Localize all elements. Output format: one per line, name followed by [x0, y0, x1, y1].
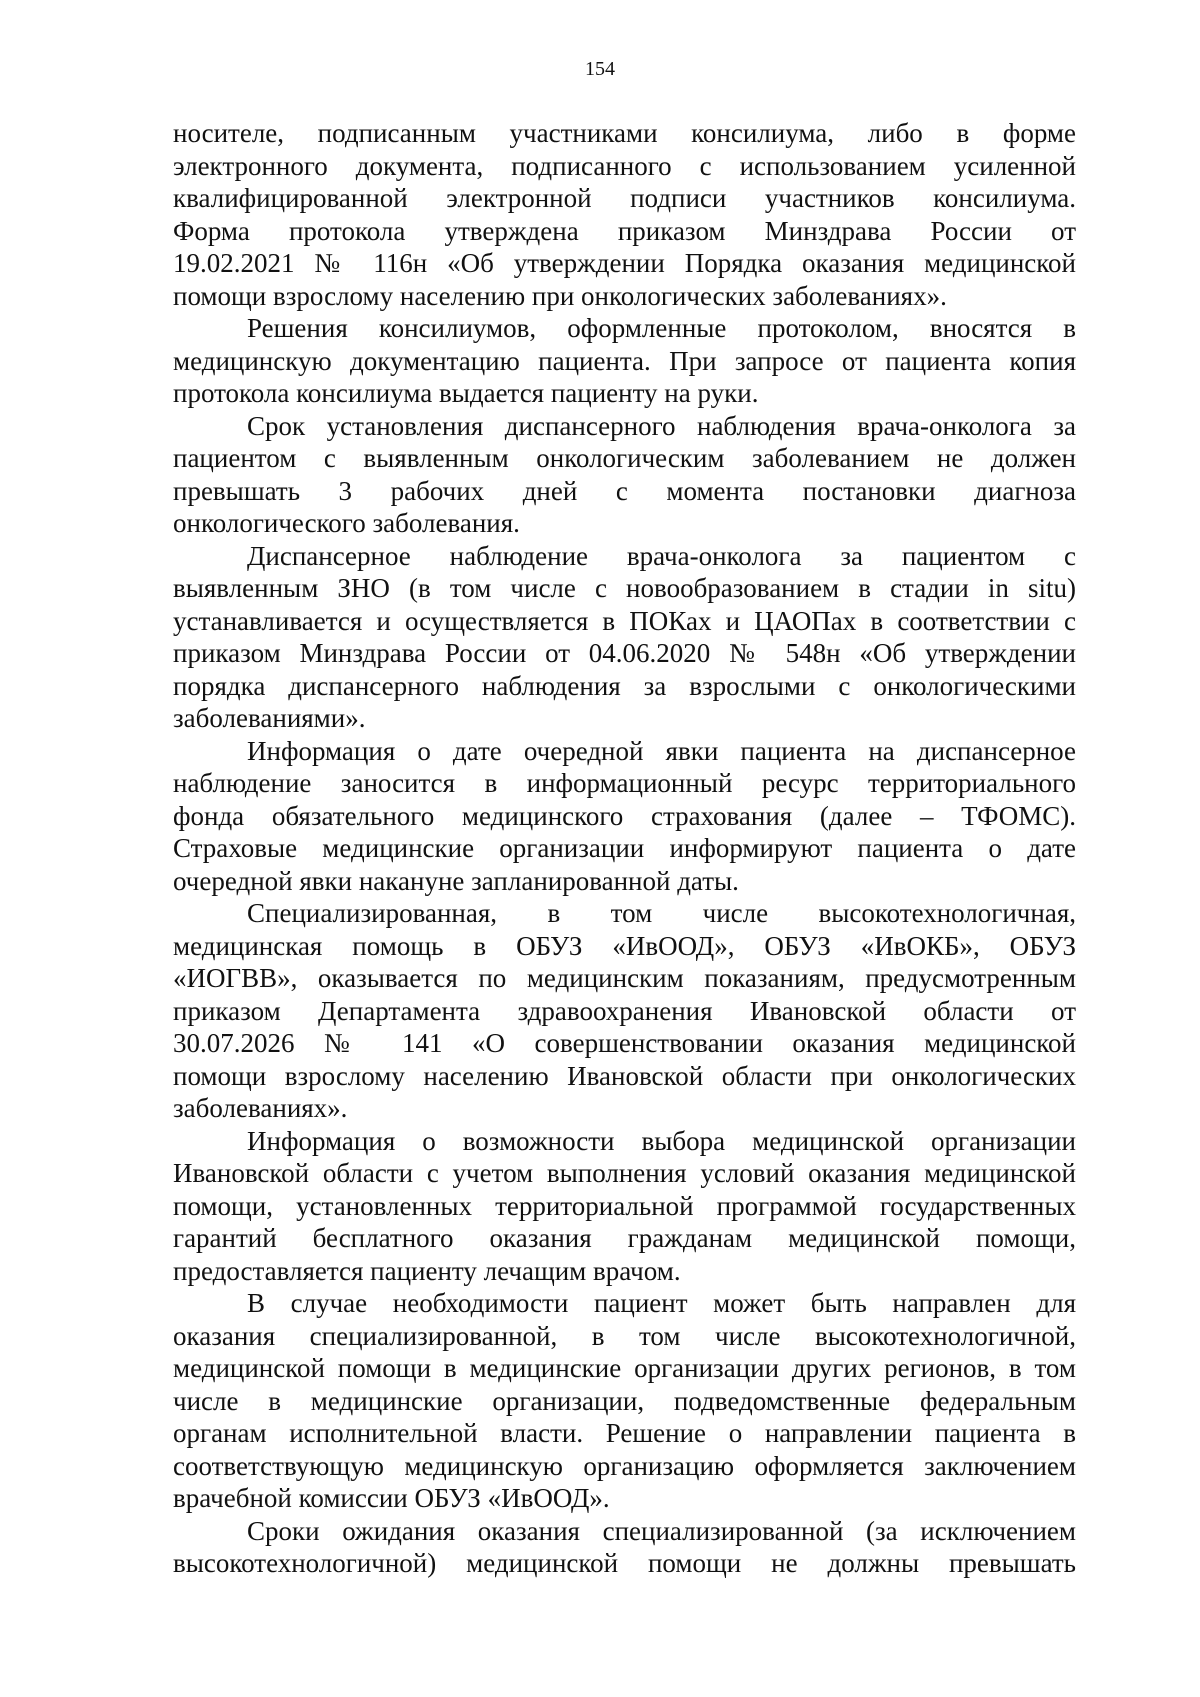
text-line: соответствующую медицинскую организацию оформляется заключением	[173, 1450, 1076, 1481]
text-line: предоставляется пациенту лечащим врачом.	[173, 1255, 681, 1286]
paragraph	[173, 117, 1076, 312]
text-line: В случае необходимости пациент может быть направлен для	[247, 1288, 1076, 1318]
text-line: электронного документа, подписанного с использованием усиленной	[173, 150, 1076, 181]
text-line: оказания специализированной, в том числе высокотехнологичной,	[173, 1320, 1076, 1351]
text-line: фонда обязательного медицинского страхования (далее – ТФОМС).	[173, 800, 1076, 831]
text-line: Информация о возможности выбора медицинской организации	[247, 1125, 1076, 1156]
text-line: наблюдение заносится в информационный ресурс территориального	[173, 768, 1076, 798]
text-line: выявленным ЗНО (в том числе с новообразованием в стадии in situ)	[173, 573, 1076, 603]
text-line: органам исполнительной власти. Решение о направлении пациента в	[173, 1418, 1076, 1448]
text-line: помощи, установленных территориальной программой государственных	[173, 1190, 1076, 1221]
text-line: Специализированная, в том числе высокотехнологичная,	[247, 898, 1076, 928]
text-line: помощи взрослому населению при онкологических заболеваниях».	[173, 280, 947, 311]
text-line: «ИОГВВ», оказывается по медицинским показаниям, предусмотренным	[173, 963, 1076, 993]
text-line: Страховые медицинские организации информируют пациента о дате	[173, 833, 1076, 863]
text-line: 30.07.2026 № 141 «О совершенствовании оказания медицинской	[173, 1028, 1076, 1058]
text-line: приказом Минздрава России от 04.06.2020 № 548н «Об утверждении	[173, 638, 1076, 668]
text-line: носителе, подписанным участниками консилиума, либо в форме	[173, 118, 1076, 148]
text-line: Информация о дате очередной явки пациента на диспансерное	[247, 735, 1076, 766]
text-line: Форма протокола утверждена приказом Минздрава России от	[173, 215, 1076, 246]
text-line: приказом Департамента здравоохранения Ивановской области от	[173, 995, 1076, 1026]
text-line: медицинская помощь в ОБУЗ «ИвООД», ОБУЗ «ИвОКБ», ОБУЗ	[173, 930, 1076, 961]
text-line: квалифицированной электронной подписи участников консилиума.	[173, 183, 1076, 213]
text-line: Диспансерное наблюдение врача-онколога за пациентом с	[247, 540, 1076, 571]
text-line: протокола консилиума выдается пациенту на руки.	[173, 378, 759, 408]
text-line: очередной явки накануне запланированной даты.	[173, 865, 739, 896]
paragraph	[173, 1515, 1076, 1580]
text-line: онкологического заболевания.	[173, 508, 520, 538]
text-line: порядка диспансерного наблюдения за взрослыми с онкологическими	[173, 670, 1076, 701]
text-line: Срок установления диспансерного наблюдения врача-онколога за	[247, 410, 1076, 441]
paragraph	[173, 1125, 1076, 1288]
text-line: гарантий бесплатного оказания гражданам медицинской помощи,	[173, 1223, 1076, 1253]
text-line: числе в медицинские организации, подведомственные федеральным	[173, 1385, 1076, 1416]
text-line: врачебной комиссии ОБУЗ «ИвООД».	[173, 1483, 610, 1513]
document-body	[173, 117, 1076, 1580]
text-line: устанавливается и осуществляется в ПОКах и ЦАОПах в соответствии с	[173, 605, 1076, 636]
text-line: превышать 3 рабочих дней с момента постановки диагноза	[173, 475, 1076, 506]
text-line: Решения консилиумов, оформленные протоколом, вносятся в	[247, 313, 1076, 343]
text-line: пациентом с выявленным онкологическим заболеванием не должен	[173, 443, 1076, 473]
text-line: Ивановской области с учетом выполнения условий оказания медицинской	[173, 1158, 1076, 1188]
text-line: Сроки ожидания оказания специализированной (за исключением	[247, 1515, 1076, 1546]
page-number: 154	[585, 58, 615, 80]
paragraph	[173, 735, 1076, 898]
text-line: помощи взрослому населению Ивановской области при онкологических	[173, 1060, 1076, 1091]
text-line: медицинскую документацию пациента. При запросе от пациента копия	[173, 345, 1076, 376]
text-line: высокотехнологичной) медицинской помощи не должны превышать	[173, 1548, 1076, 1578]
text-line: заболеваниями».	[173, 703, 366, 733]
text-line: заболеваниях».	[173, 1093, 348, 1123]
text-line: 19.02.2021 № 116н «Об утверждении Порядка оказания медицинской	[173, 248, 1076, 278]
text-line: медицинской помощи в медицинские организации других регионов, в том	[173, 1353, 1076, 1383]
paragraph	[173, 540, 1076, 735]
paragraph	[173, 1287, 1076, 1515]
paragraph	[173, 410, 1076, 540]
paragraph	[173, 897, 1076, 1125]
paragraph	[173, 312, 1076, 410]
